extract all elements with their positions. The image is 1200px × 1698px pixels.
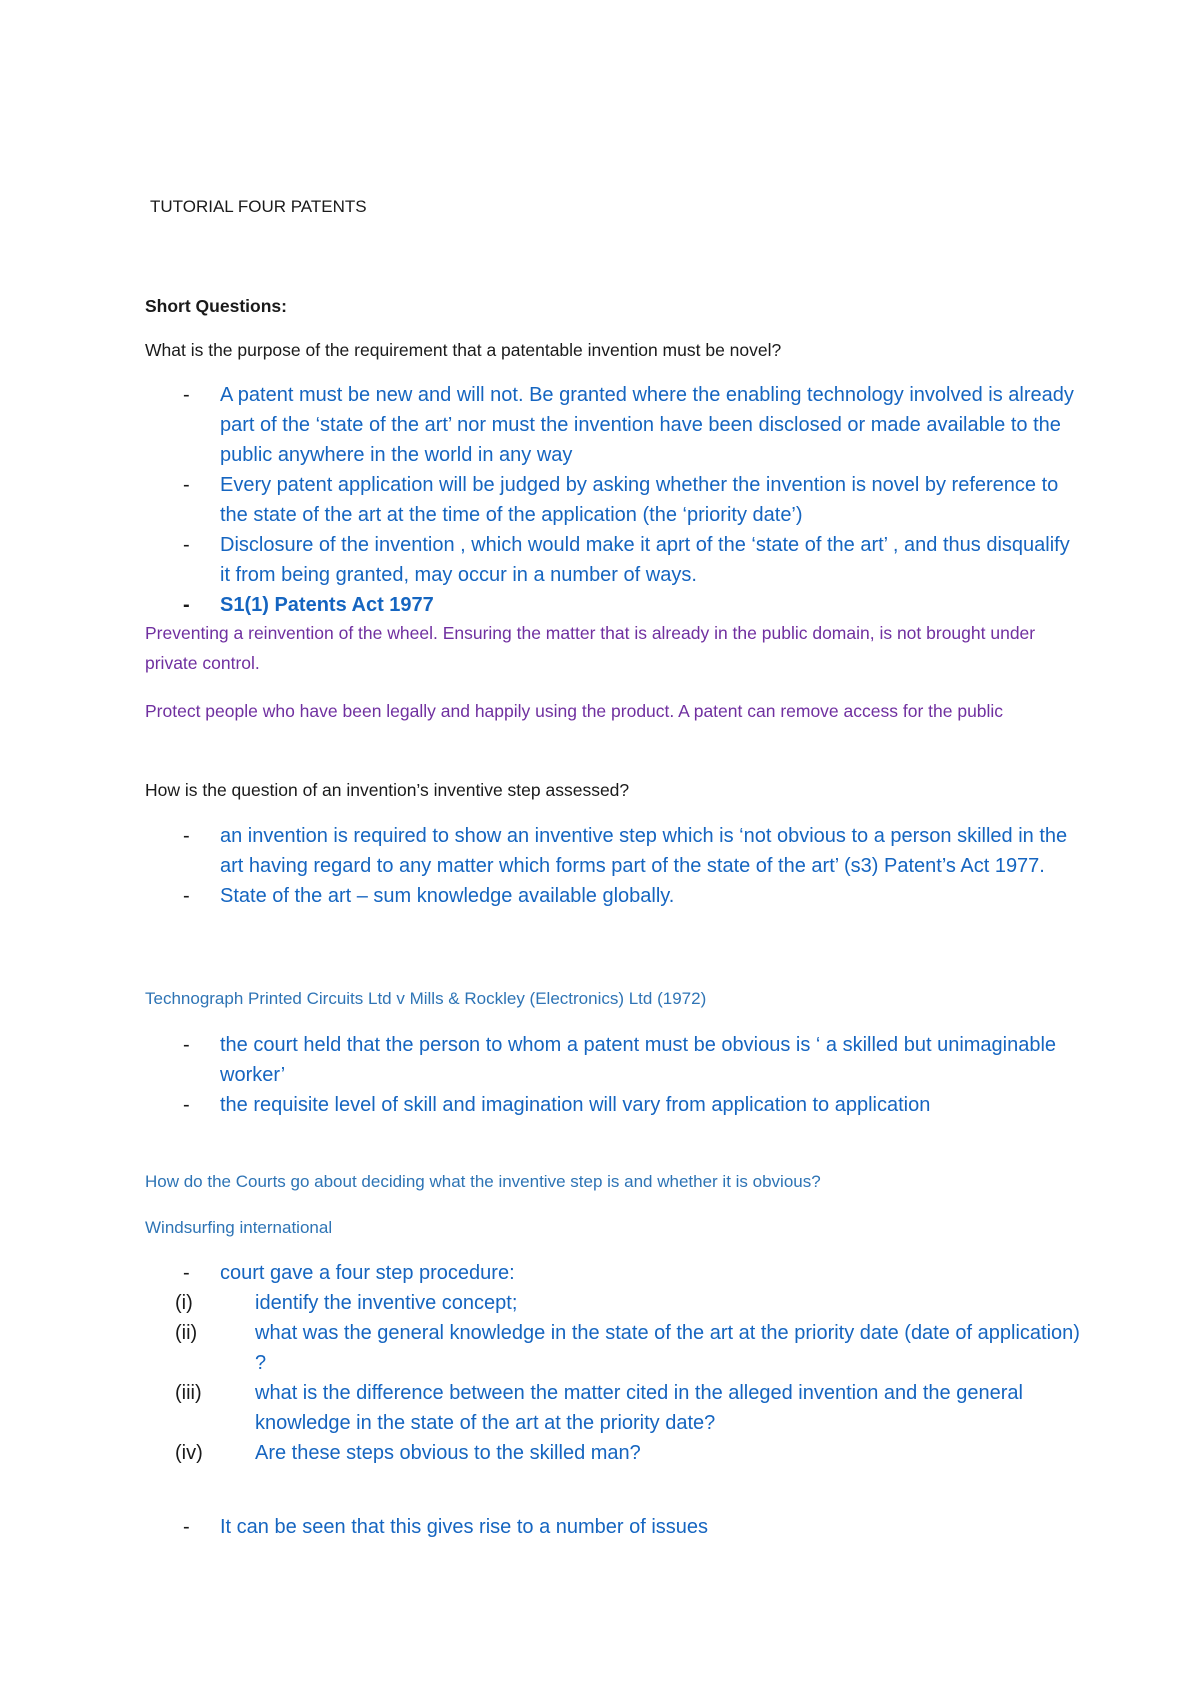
list-item: - Disclosure of the invention , which would make it aprt of the ‘state of the art’ , and thus disqualify it from being granted, may occur in a number of ways. xyxy=(183,530,1083,590)
technograph-points xyxy=(183,1030,1083,1120)
step-number: (iii) xyxy=(175,1382,202,1404)
page-title: TUTORIAL FOUR PATENTS xyxy=(150,197,367,216)
list-item: - S1(1) Patents Act 1977 xyxy=(183,590,1083,620)
step-number: (ii) xyxy=(175,1322,198,1344)
short-questions-heading: Short Questions: xyxy=(145,296,287,316)
step-item xyxy=(175,1438,1085,1468)
step-number: (i) xyxy=(175,1292,193,1314)
question-novelty: What is the purpose of the requirement that a patentable invention must be novel? xyxy=(145,340,782,360)
closing-point xyxy=(183,1512,1083,1542)
list-item: - the requisite level of skill and imagination will vary from application to application xyxy=(183,1090,1083,1120)
note-reinvention: Preventing a reinvention of the wheel. Ensuring the matter that is already in the public domain, is not brought under private control. xyxy=(145,623,1036,673)
list-item: - the court held that the person to whom a patent must be obvious is ‘ a skilled but unimaginable worker’ xyxy=(183,1030,1083,1090)
note-protect-users: Protect people who have been legally and happily using the product. A patent can remove access for the public xyxy=(145,701,1004,721)
list-item: - A patent must be new and will not. Be granted where the enabling technology involved is already part of the ‘state of the art’ nor must the invention have been disclosed or made available to the public anywhere in the world in any way xyxy=(183,380,1083,470)
case-technograph: Technograph Printed Circuits Ltd v Mills & Rockley (Electronics) Ltd (1972) xyxy=(145,989,707,1008)
step-text: what is the difference between the matter cited in the alleged invention and the general knowledge in the state of the art at the priority date? xyxy=(255,1382,1023,1434)
novelty-points xyxy=(183,380,1083,620)
list-item: - court gave a four step procedure: xyxy=(183,1258,1083,1288)
inventive-step-points xyxy=(183,821,1083,911)
step-text: Are these steps obvious to the skilled man? xyxy=(255,1442,641,1464)
step-item xyxy=(175,1288,1085,1318)
four-step-procedure xyxy=(175,1288,1085,1468)
question-inventive-step: How is the question of an invention’s inventive step assessed? xyxy=(145,780,630,800)
step-text: identify the inventive concept; xyxy=(255,1292,518,1314)
step-item xyxy=(175,1378,1085,1438)
list-item: - It can be seen that this gives rise to a number of issues xyxy=(183,1512,1083,1542)
step-text: what was the general knowledge in the state of the art at the priority date (date of application) ? xyxy=(255,1322,1080,1374)
list-item: - State of the art – sum knowledge available globally. xyxy=(183,881,1083,911)
windsurfing-intro xyxy=(183,1258,1083,1288)
step-item xyxy=(175,1318,1085,1378)
case-windsurfing: Windsurfing international xyxy=(145,1218,333,1237)
list-item: - Every patent application will be judged by asking whether the invention is novel by reference to the state of the art at the time of the application (the ‘priority date’) xyxy=(183,470,1083,530)
question-courts-obvious: How do the Courts go about deciding what the inventive step is and whether it is obvious? xyxy=(145,1172,821,1191)
list-item: - an invention is required to show an inventive step which is ‘not obvious to a person skilled in the art having regard to any matter which forms part of the state of the art’ (s3) Patent’s Act 1977. xyxy=(183,821,1083,881)
step-number: (iv) xyxy=(175,1442,203,1464)
